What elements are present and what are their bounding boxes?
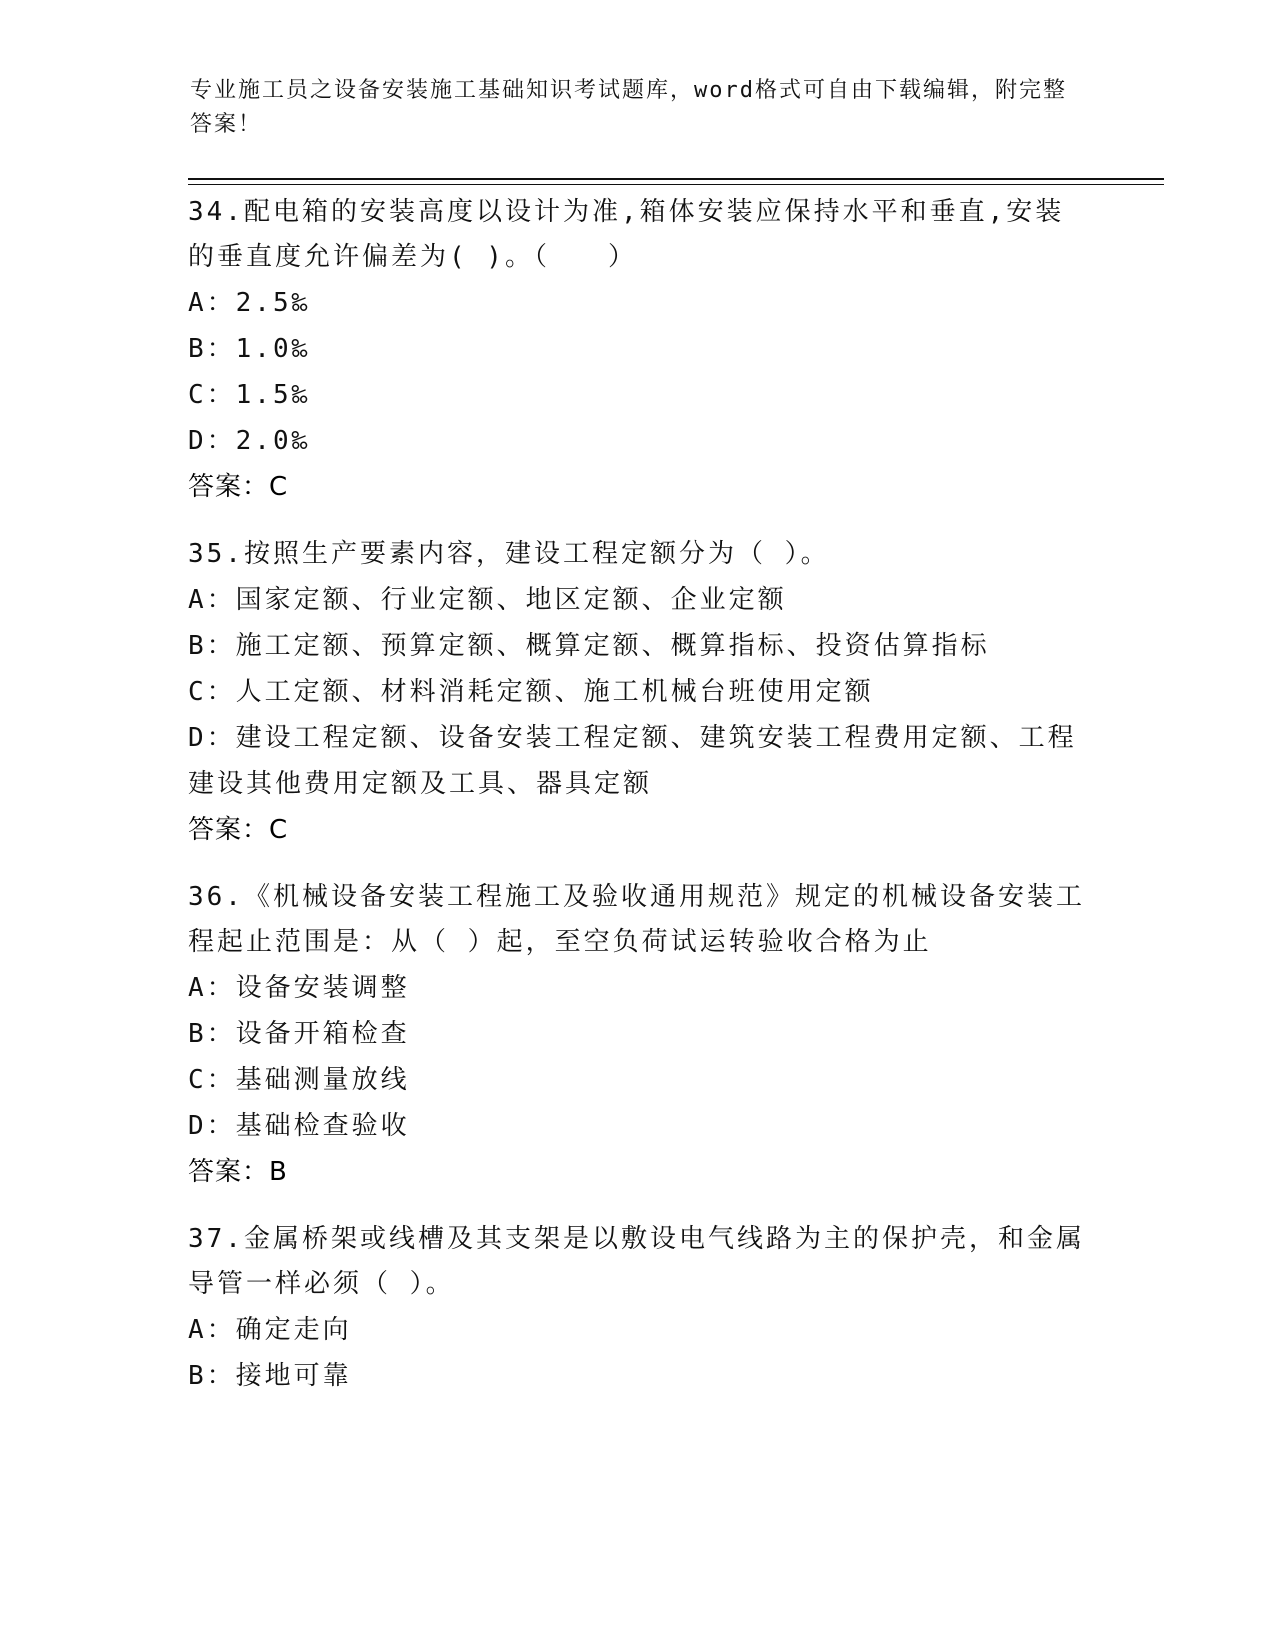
answer-label: 答案：B [188, 1157, 288, 1187]
option-c: C：1.5‰ [188, 380, 311, 410]
option-b: B：接地可靠 [188, 1361, 352, 1391]
header-divider-thin [188, 184, 1164, 185]
question-text: 37.金属桥架或线槽及其支架是以敷设电气线路为主的保护壳，和金属导管一样必须（ ）。 [188, 1224, 1085, 1299]
option-b: B：施工定额、预算定额、概算定额、概算指标、投资估算指标 [188, 631, 990, 661]
question-text: 34.配电箱的安装高度以设计为准,箱体安装应保持水平和垂直,安装的垂直度允许偏差为( )。（ ） [188, 197, 1065, 272]
question-37 [188, 1217, 1088, 1399]
option-d: D：建设工程定额、设备安装工程定额、建筑安装工程费用定额、工程建设其他费用定额及工具、器具定额 [188, 723, 1077, 799]
option-a: A：2.5‰ [188, 288, 311, 318]
answer-label: 答案：C [188, 472, 289, 502]
question-list [188, 190, 1088, 1421]
question-36 [188, 875, 1088, 1195]
option-c: C：人工定额、材料消耗定额、施工机械台班使用定额 [188, 677, 874, 707]
header-divider-thick [188, 178, 1164, 180]
answer-label: 答案：C [188, 815, 289, 845]
option-d: D：基础检查验收 [188, 1111, 410, 1141]
option-a: A：设备安装调整 [188, 973, 410, 1003]
option-d: D：2.0‰ [188, 426, 311, 456]
document-header: 专业施工员之设备安装施工基础知识考试题库，word格式可自由下载编辑，附完整答案！ [190, 78, 1067, 137]
option-a: A：确定走向 [188, 1315, 352, 1345]
question-34 [188, 190, 1088, 510]
question-text: 36.《机械设备安装工程施工及验收通用规范》规定的机械设备安装工程起止范围是：从（ ）起，至空负荷试运转验收合格为止 [188, 882, 1085, 957]
option-b: B：设备开箱检查 [188, 1019, 410, 1049]
option-a: A：国家定额、行业定额、地区定额、企业定额 [188, 585, 787, 615]
question-text: 35.按照生产要素内容，建设工程定额分为（ ）。 [188, 539, 830, 569]
option-c: C：基础测量放线 [188, 1065, 410, 1095]
question-35 [188, 532, 1088, 853]
option-b: B：1.0‰ [188, 334, 311, 364]
